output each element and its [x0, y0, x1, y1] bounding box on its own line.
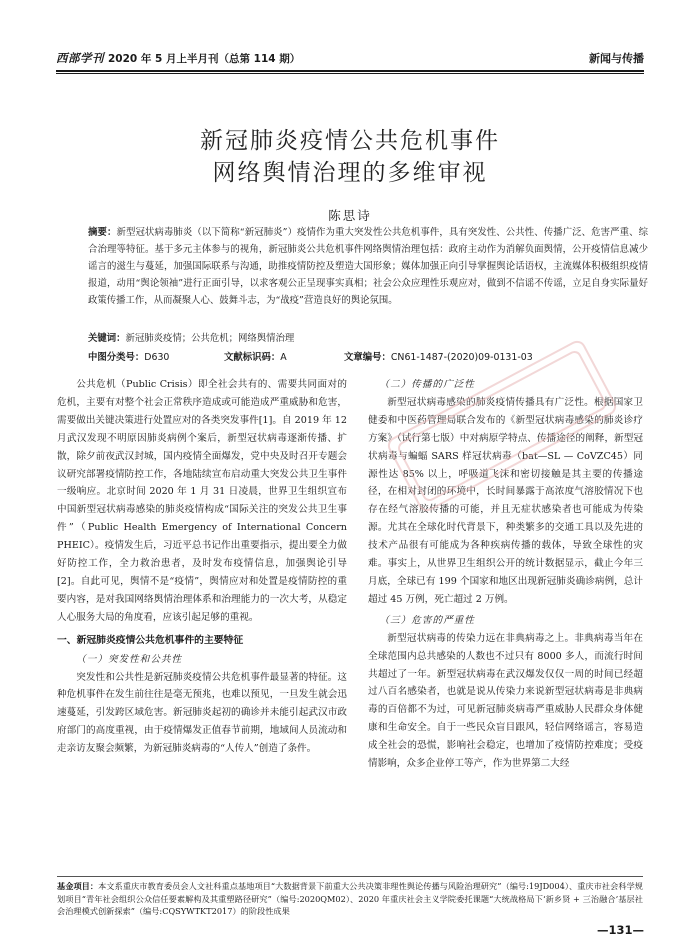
- footnote-rule: [57, 876, 643, 877]
- subsection-heading: （一）突发性和公共性: [76, 653, 183, 665]
- subsection-heading: （二）传播的广泛性: [379, 379, 475, 390]
- doc-code-label: 文献标识码：: [224, 352, 281, 363]
- abstract: [88, 224, 648, 309]
- paragraph: 新型冠状病毒的传染力远在非典病毒之上。非典病毒当年在全球范围内总共感染的人数也不过只有 8000 多人，而流行时间共超过了一年。新型冠状病毒在武汉爆发仅仅一周的时间已经超过八百名感染者，也就是说从传染力来说新型冠状病毒是非典病毒的百倍都不为过，可见新冠肺炎病毒严重威胁人民群众身体健康和生命安全。自于一些民众盲目跟风，轻信网络谣言，容易造成全社会的恐慌，影响社会稳定，也增加了疫情防控难度；受疫情影响，众多企业停工等产，作为世界第二大经: [368, 632, 643, 770]
- page-number: —131—: [596, 923, 644, 937]
- header-rule: [56, 70, 644, 72]
- article-title-line-2: 网络舆情治理的多维审视: [212, 160, 488, 186]
- body-column-right: [368, 376, 643, 773]
- section-heading: 一、新冠肺炎疫情公共危机事件的主要特征: [57, 634, 244, 646]
- article-number-label: 文章编号：: [344, 352, 391, 363]
- body-column-left: [57, 376, 347, 758]
- abstract-text: 新型冠状病毒肺炎（以下简称“新冠肺炎”）疫情作为重大突发性公共危机事件，具有突发性、公共性、传播广泛、危害严重、综合治理等特征。基于多元主体参与的视角，新冠肺炎公共危机事件网络舆情治理包括：政府主动作为消解负面舆情，公开疫情信息减少谣言的滋生与蔓延，加强国际联系与沟通，助推疫情防控及塑造大国形象；媒体加强正向引导掌握舆论话语权，主流媒体积极组织疫情报道，动用“舆论领袖”进行正面引导，以求客观公正呈现事实真相；社会公众应理性乐观应对，做到不信谣不传谣，立足自身实际量好政策传播工作，从而凝聚人心、鼓舞斗志，为“战疫”营造良好的舆论氛围。: [88, 227, 648, 306]
- article-title-line-1: 新冠肺炎疫情公共危机事件: [200, 128, 500, 154]
- subsection-heading: （三）危害的严重性: [379, 614, 475, 626]
- clc-number: D630: [144, 352, 170, 363]
- running-header: [56, 46, 644, 66]
- article-meta: [88, 349, 648, 363]
- funding-text: 本文系重庆市教育委员会人文社科重点基地项目“大数据背景下前重大公共决策非理性舆论传播与风险治理研究”（编号:19JD004）、重庆市社会科学规划项目“青年社会组织公众信任要素解构及其重塑路径研究”（编号:2020QM02）、2020 年重庆社会主义学院委托课题“大统战格局下‘新乡贤 + 三治融合’基层社会治理模式创新探索”（编号:CQSYWTKT2017）的阶段性成果: [57, 881, 643, 916]
- funding-label: 基金项目：: [57, 881, 99, 891]
- clc-label: 中图分类号：: [88, 352, 145, 363]
- keywords-text: 新冠肺炎疫情；公共危机；网络舆情治理: [125, 333, 295, 344]
- issue-info: 2020 年 5 月上半月刊（总第 114 期）: [108, 53, 301, 65]
- paragraph: 突发性和公共性是新冠肺炎疫情公共危机事件最显著的特征。这种危机事件在发生前往往是毫无预兆，也难以预见，一旦发生就会迅速蔓延，引发跨区域危害。新冠肺炎起初的确诊并未能引起武汉市政府部门的高度重视，由于疫情爆发正值春节前期，地域间人员流动和走亲访友聚会频繁，为新冠肺炎病毒的“人传人”创造了条件。: [57, 671, 347, 755]
- journal-logo: 西部学刊: [56, 51, 104, 65]
- author-name: 陈思诗: [328, 208, 372, 223]
- paragraph: 公共危机（Public Crisis）即全社会共有的、需要共同面对的危机，主要有对整个社会正常秩序造成或可能造成严重威胁和危害，需要做出关键决策进行处置应对的各类突发事件[1]。自 2019 年 12 月武汉发现不明原因肺炎病例个案后，新型冠状病毒逐渐传播、扩散，除夕前夜武汉封城，国内疫情全面爆发，党中央及时召开专题会议研究部署疫情防控工作，各地陆续宣布启动重大突发公共卫生事件一级响应。北京时间 2020 年 1 月 31 日凌晨，世界卫生组织宣布中国新型冠状病毒感染的肺炎疫情构成“国际关注的突发公共卫生事件”（Public Health Emergency of International Concern PHEIC）。疫情发生后，习近平总书记作出重要指示，提出要全力做好防控工作，全力救治患者，及时发布疫情信息，加强舆论引导[2]。自此可见，舆情不是“疫情”，舆情应对和处置是疫情防控的重要内容，是对我国网络舆情治理体系和治理能力的一次大考，从稳定人心服务大局的角度看，应该引起足够的重视。: [57, 379, 347, 623]
- header-rule-thin: [56, 73, 644, 74]
- keywords-label: 关键词：: [88, 333, 126, 344]
- article-number: CN61-1487-(2020)09-0131-03: [390, 352, 533, 363]
- keywords: [88, 330, 648, 347]
- funding-footnote: [57, 880, 643, 918]
- paragraph: 新型冠状病毒感染的肺炎疫情传播具有广泛性。根据国家卫健委和中医药管理局联合发布的《新型冠状病毒感染的肺炎诊疗方案》（试行第七版）中对病原学特点、传播途径的阐释，新型冠状病毒与蝙蝠 SARS 样冠状病毒（bat—SL — CoVZC45）同源性达 85% 以上，呼吸道飞沫和密切接触是其主要的传播途径，在相对封闭的环境中，长时间暴露于高浓度气溶胶情况下也存在经气溶胶传播的可能，并且无症状感染者也可能成为传染源。尤其在全球化时代背景下，种类繁多的交通工具以及先进的技术产品很有可能成为各种疾病传播的载体，导致全球性的灾难。事实上，从世界卫生组织公开的统计数据显示，截止今年三月底，全球已有 199 个国家和地区出现新冠肺炎确诊病例，总计超过 45 万例，死亡超过 2 万例。: [368, 396, 643, 605]
- doc-code: A: [280, 352, 287, 363]
- abstract-label: 摘要：: [88, 227, 117, 238]
- section-name: 新闻与传播: [589, 52, 644, 65]
